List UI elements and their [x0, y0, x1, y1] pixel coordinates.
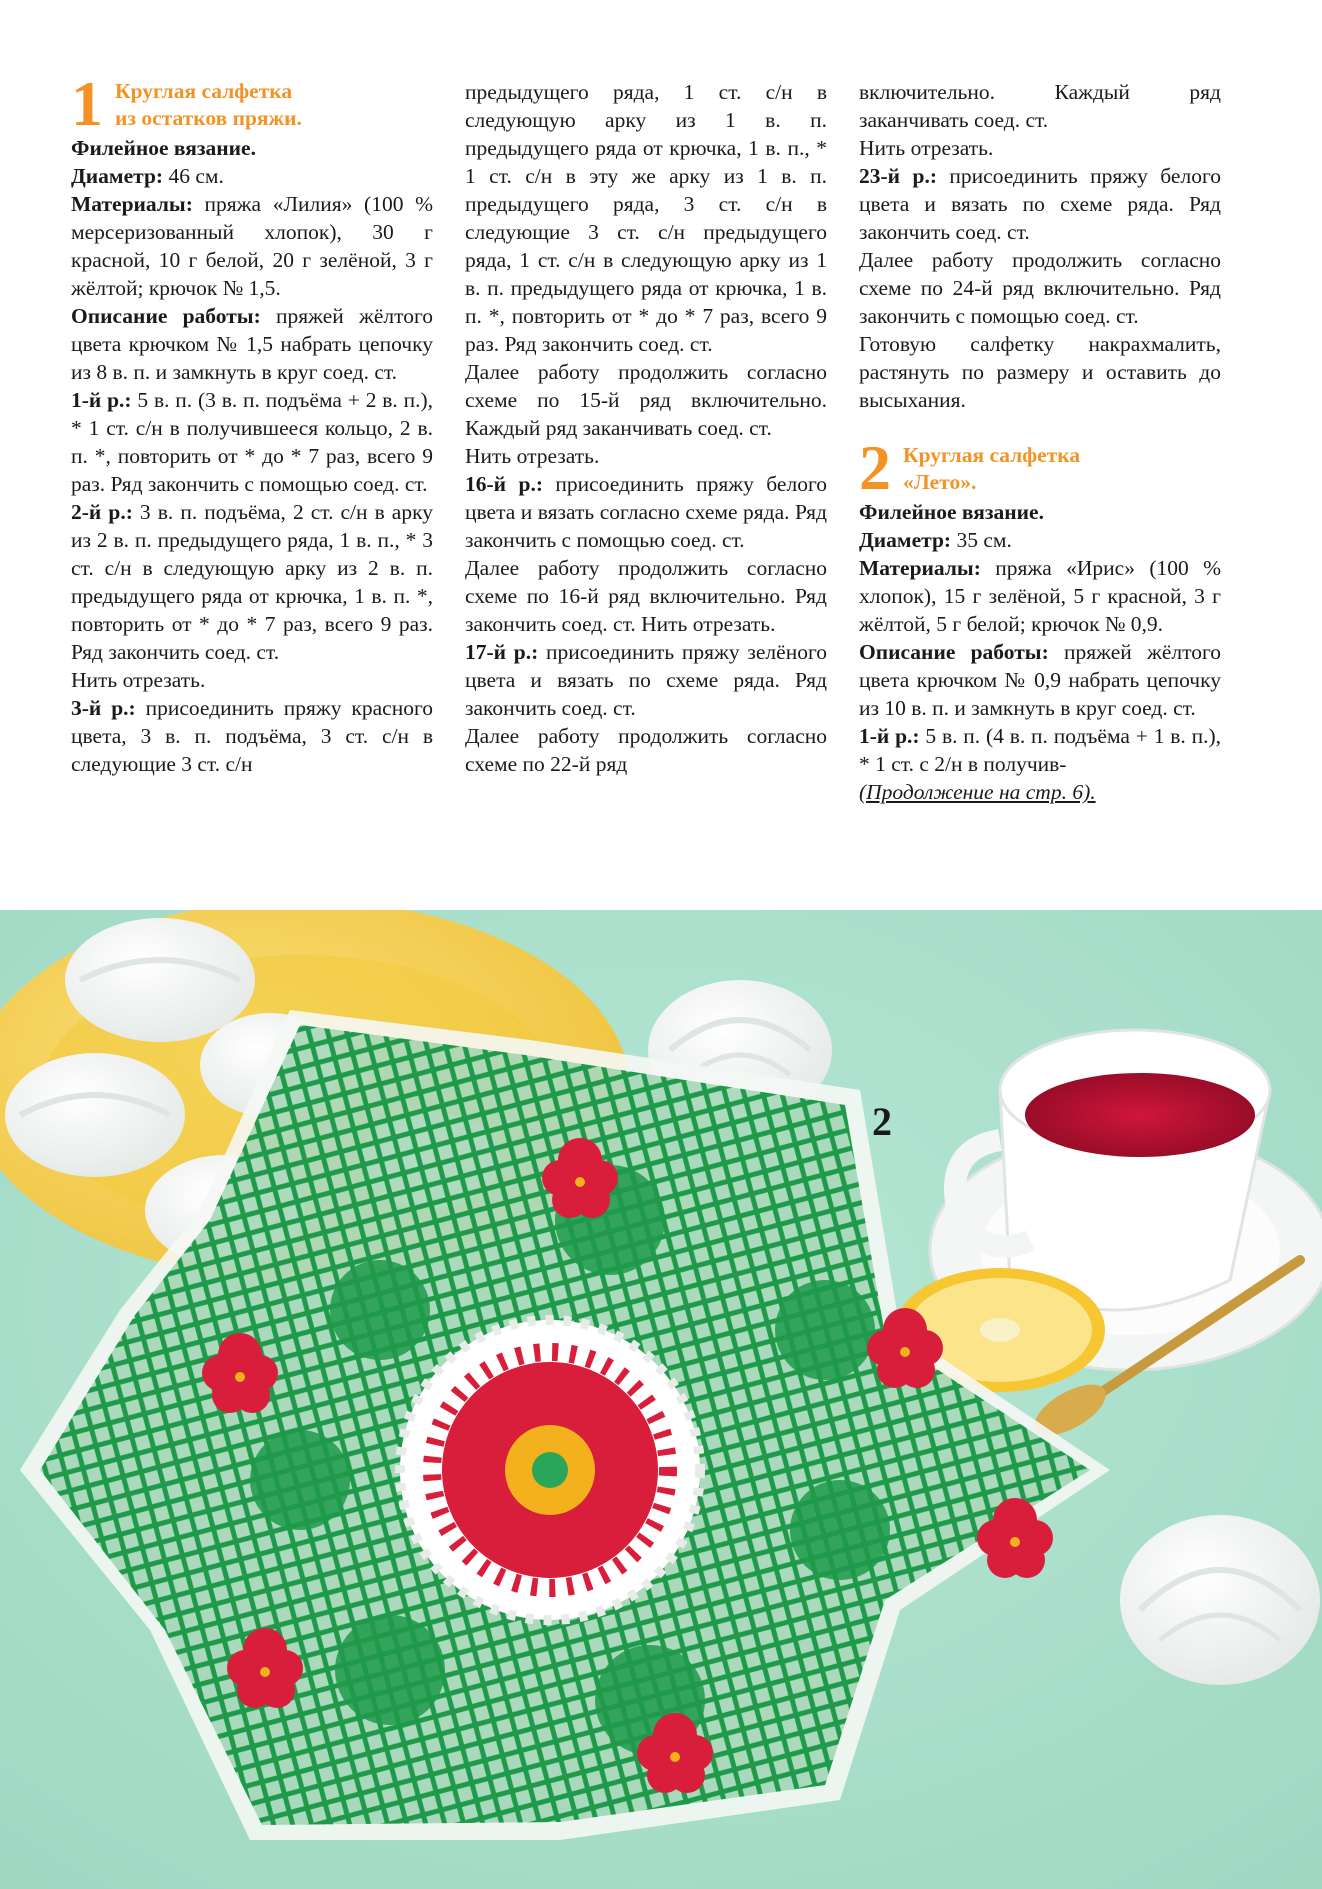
article-1-row-17: 17-й р.: присоединить пряжу зелёного цвета и вязать по схеме ряда. Ряд закончить соед. ст. — [465, 640, 827, 720]
article-2-materials: Материалы: пряжа «Ирис» (100 % хлопок), 15 г зелёной, 5 г красной, 3 г жёлтой, 5 г белой; крючок № 0,9. — [859, 556, 1221, 636]
article-2-header — [859, 432, 1221, 503]
text-column-3 — [859, 78, 1221, 806]
article-1-cut-3: Нить отрезать. — [859, 136, 994, 160]
meringue-bottom-right — [1120, 1515, 1320, 1685]
article-2-title: Круглая салфетка «Лето». — [903, 443, 1081, 494]
article-1-row-3: 3-й р.: присоединить пряжу красного цвета, 3 в. п. подъёма, 3 ст. с/н в следующие 3 ст. с/н — [71, 696, 433, 776]
text-column-1 — [71, 68, 434, 778]
article-1-continue-24: Далее работу продолжить согласно схеме по 24-й ряд включительно. Ряд закончить с помощью соед. ст. — [859, 248, 1221, 328]
doily-photo — [0, 910, 1322, 1889]
article-1-cut-1: Нить отрезать. — [71, 668, 206, 692]
article-1-continue-16: Далее работу продолжить согласно схеме по 16-й ряд включительно. Ряд закончить соед. ст. Нить отрезать. — [465, 556, 827, 636]
article-1-cut-2: Нить отрезать. — [465, 444, 600, 468]
article-1-materials: Материалы: пряжа «Лилия» (100 % мерсеризованный хлопок), 30 г красной, 10 г белой, 20 г зелёной, 3 г жёлтой; крючок № 1,5. — [71, 192, 433, 300]
article-1-title: Круглая салфетка из остатков пряжи. — [115, 79, 302, 130]
article-2-row-1: 1-й р.: 5 в. п. (4 в. п. подъёма + 1 в. п.), * 1 ст. с 2/н в получив- — [859, 724, 1222, 776]
continued-link[interactable]: (Продолжение на стр. 6). — [859, 780, 1096, 804]
photo-illustration — [0, 910, 1322, 1889]
article-2-diameter: Диаметр: 35 см. — [859, 528, 1012, 552]
article-1-description: Описание работы: пряжей жёлтого цвета крючком № 1,5 набрать цепочку из 8 в. п. и замкнуть в круг соед. ст. — [71, 304, 433, 384]
article-1-header — [71, 68, 433, 139]
article-1-row-3-cont: предыдущего ряда, 1 ст. с/н в следующую арку из 1 в. п. предыдущего ряда от крючка, 1 в. п., * 1 ст. с/н в эту же арку из 1 в. п. предыдущего ряда, 3 ст. с/н в следующие 3 ст. с/н предыдущего ряда, 1 ст. с/н в следующую арку из 1 в. п. предыдущего ряда от крючка, 1 в. п. *, повторить от * до * 7 раз, всего 9 раз. Ряд закончить соед. ст. — [465, 80, 827, 356]
article-1-continue-15: Далее работу продолжить согласно схеме по 15-й ряд включительно. Каждый ряд заканчивать соед. ст. — [465, 360, 827, 440]
article-1-continue-22-end: включительно. Каждый ряд заканчивать соед. ст. — [859, 80, 1221, 132]
article-2-description: Описание работы: пряжей жёлтого цвета крючком № 0,9 набрать цепочку из 10 в. п. и замкнуть в круг соед. ст. — [859, 640, 1221, 720]
article-1-row-23: 23-й р.: присоединить пряжу белого цвета и вязать по схеме ряда. Ряд закончить соед. ст. — [859, 164, 1221, 244]
article-1-finishing: Готовую салфетку накрахмалить, растянуть по размеру и оставить до высыхания. — [859, 332, 1221, 412]
article-1-continue-22: Далее работу продолжить согласно схеме по 22-й ряд — [465, 724, 827, 776]
article-1-row-1: 1-й р.: 5 в. п. (3 в. п. подъёма + 2 в. п.), * 1 ст. с/н в получившееся кольцо, 2 в. п. *, повторить от * до * 7 раз, всего 9 раз. Ряд закончить с помощью соед. ст. — [71, 388, 434, 496]
article-1-row-16: 16-й р.: присоединить пряжу белого цвета и вязать согласно схеме ряда. Ряд закончить с помощью соед. ст. — [465, 472, 827, 552]
article-1-technique: Филейное вязание. — [71, 136, 256, 160]
article-1-row-2: 2-й р.: 3 в. п. подъёма, 2 ст. с/н в арку из 2 в. п. предыдущего ряда, 1 в. п., * 3 ст. с/н в следующую арку из 2 в. п. предыдущего ряда от крючка, 1 в. п. *, повторить от * до * 7 раз, всего 9 раз. Ряд закончить соед. ст. — [71, 500, 433, 664]
article-2-number: 2 — [859, 432, 891, 503]
article-1-number: 1 — [71, 68, 103, 139]
photo-label: 2 — [872, 1099, 892, 1144]
article-1-diameter: Диаметр: 46 см. — [71, 164, 224, 188]
text-column-2 — [465, 78, 827, 778]
article-2-technique: Филейное вязание. — [859, 500, 1044, 524]
